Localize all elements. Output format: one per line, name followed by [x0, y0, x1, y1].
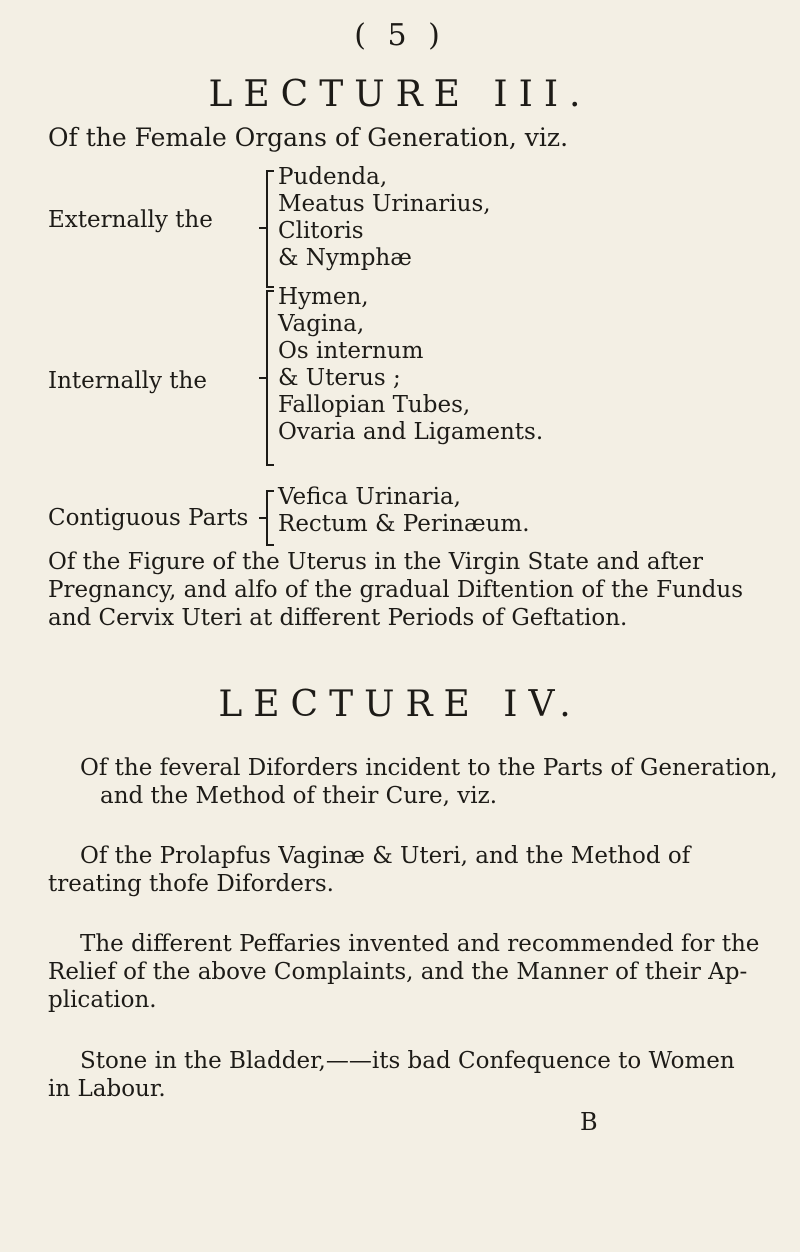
lecture-3-heading: LECTURE III. [208, 74, 592, 115]
lecture-4-paragraph-2 [48, 930, 759, 1014]
item-vesica-urinaria: Vefica Urinaria, [278, 484, 461, 510]
item-rectum-perinaeum: Rectum & Perinæum. [278, 511, 530, 537]
paragraph-line: and the Method of their Cure, viz. [100, 783, 498, 809]
group-items-internally [278, 284, 543, 446]
lecture-3-paragraph [48, 548, 743, 632]
signature-mark: B [580, 1108, 598, 1136]
item-pudenda: Pudenda, [278, 164, 388, 190]
paragraph-line: Of the Prolapfus Vaginæ & Uteri, and the Method of [80, 843, 691, 869]
paragraph-line: Of the Figure of the Uterus in the Virgin State and after [48, 549, 703, 575]
item-meatus-urinarius: Meatus Urinarius, [278, 191, 491, 217]
lecture-4-intro [80, 754, 778, 810]
lecture-3-subtitle: Of the Female Organs of Generation, viz. [48, 123, 569, 152]
paragraph-line: Of the feveral Diforders incident to the Parts of Generation, [80, 755, 778, 781]
group-label-externally: Externally the [48, 207, 213, 233]
bracket-internally [266, 290, 268, 466]
paragraph-line: treating thofe Diforders. [48, 871, 334, 897]
paragraph-line: Relief of the above Complaints, and the Manner of their Ap- [48, 959, 748, 985]
paragraph-line: Pregnancy, and alfo of the gradual Diftention of the Fundus [48, 577, 743, 603]
item-nymphae: & Nymphæ [278, 245, 412, 271]
lecture-4-paragraph-1 [48, 842, 690, 898]
paragraph-line: plication. [48, 987, 157, 1013]
bracket-contiguous [266, 490, 268, 546]
paragraph-line: in Labour. [48, 1076, 166, 1102]
paragraph-line: and Cervix Uteri at different Periods of Geftation. [48, 605, 628, 631]
item-uterus: & Uterus ; [278, 365, 401, 391]
item-clitoris: Clitoris [278, 218, 364, 244]
item-fallopian-tubes: Fallopian Tubes, [278, 392, 471, 418]
group-label-internally: Internally the [48, 368, 207, 394]
group-items-contiguous [278, 484, 530, 538]
lecture-4-paragraph-3 [48, 1047, 735, 1103]
group-label-contiguous: Contiguous Parts [48, 505, 249, 531]
item-os-internum: Os internum [278, 338, 424, 364]
paragraph-line: The different Peffaries invented and recommended for the [80, 931, 760, 957]
bracket-externally [266, 170, 268, 288]
paragraph-line: Stone in the Bladder,——its bad Confequence to Women [80, 1048, 735, 1074]
page-number: ( 5 ) [354, 18, 446, 53]
item-vagina: Vagina, [278, 311, 365, 337]
item-ovaria-ligaments: Ovaria and Ligaments. [278, 419, 544, 445]
lecture-4-heading: LECTURE IV. [218, 684, 582, 725]
item-hymen: Hymen, [278, 284, 369, 310]
group-items-externally [278, 164, 491, 272]
